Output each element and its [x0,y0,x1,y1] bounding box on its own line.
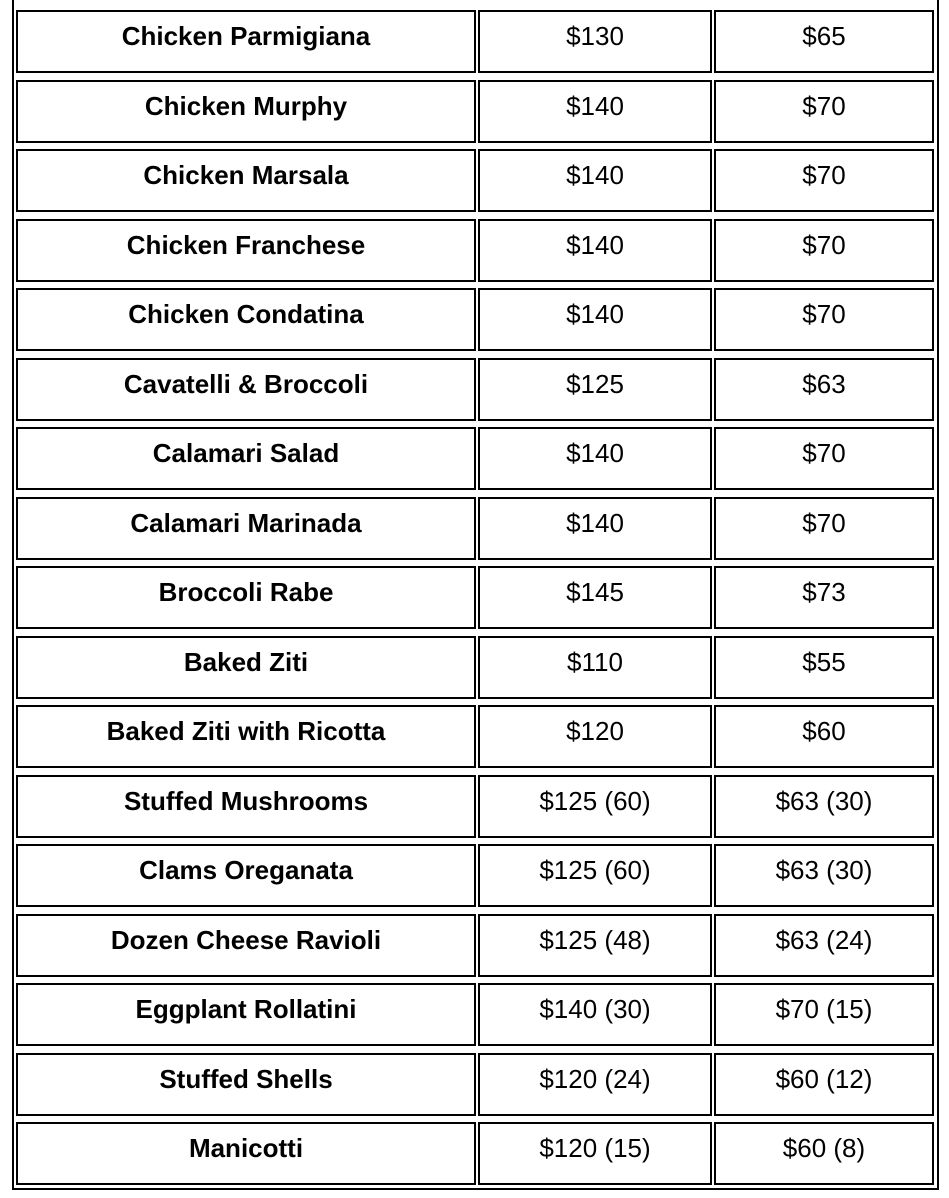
table-row [16,425,936,495]
item-name-cell: Dozen Cheese Ravioli [16,914,476,977]
item-name-cell: Calamari Salad [16,427,476,490]
table-row [16,147,936,217]
half-tray-price-cell: $70 [714,288,934,351]
table-row [16,842,936,912]
item-name-cell: Eggplant Rollatini [16,983,476,1046]
full-tray-price-cell: $120 [478,705,712,768]
half-tray-price-cell: $55 [714,636,934,699]
full-tray-price-cell: $125 (60) [478,844,712,907]
full-tray-price-cell: $125 (48) [478,914,712,977]
table-row [16,773,936,843]
full-tray-price-cell: $120 (15) [478,1122,712,1185]
full-tray-price-cell: $140 [478,149,712,212]
full-tray-price-cell: $110 [478,636,712,699]
table-row [16,564,936,634]
half-tray-price-cell: $63 [714,358,934,421]
item-name-cell: Stuffed Mushrooms [16,775,476,838]
half-tray-price-cell: $60 (8) [714,1122,934,1185]
full-tray-price-cell: $125 (60) [478,775,712,838]
half-tray-price-cell: $70 [714,497,934,560]
table-row [16,1120,936,1190]
item-name-cell: Baked Ziti with Ricotta [16,705,476,768]
half-tray-price-cell: $73 [714,566,934,629]
item-name-cell: Chicken Condatina [16,288,476,351]
table-row [16,703,936,773]
full-tray-price-cell: $140 [478,219,712,282]
half-tray-price-cell: $70 (15) [714,983,934,1046]
half-tray-price-cell: $70 [714,149,934,212]
item-name-cell: Chicken Parmigiana [16,10,476,73]
full-tray-price-cell: $125 [478,358,712,421]
table-row [16,356,936,426]
half-tray-price-cell: $60 (12) [714,1053,934,1116]
full-tray-price-cell: $140 [478,288,712,351]
full-tray-price-cell: $140 [478,427,712,490]
table-row [16,912,936,982]
table-row [16,286,936,356]
table-row [16,981,936,1051]
half-tray-price-cell: $63 (30) [714,775,934,838]
item-name-cell: Calamari Marinada [16,497,476,560]
half-tray-price-cell: $63 (30) [714,844,934,907]
item-name-cell: Stuffed Shells [16,1053,476,1116]
item-name-cell: Cavatelli & Broccoli [16,358,476,421]
item-name-cell: Chicken Marsala [16,149,476,212]
item-name-cell: Chicken Franchese [16,219,476,282]
table-row [16,217,936,287]
full-tray-price-cell: $140 (30) [478,983,712,1046]
item-name-cell: Chicken Murphy [16,80,476,143]
table-row [16,1051,936,1121]
half-tray-price-cell: $65 [714,10,934,73]
full-tray-price-cell: $145 [478,566,712,629]
half-tray-price-cell: $63 (24) [714,914,934,977]
half-tray-price-cell: $70 [714,427,934,490]
item-name-cell: Clams Oreganata [16,844,476,907]
full-tray-price-cell: $140 [478,80,712,143]
full-tray-price-cell: $140 [478,497,712,560]
full-tray-price-cell: $120 (24) [478,1053,712,1116]
half-tray-price-cell: $70 [714,219,934,282]
full-tray-price-cell: $130 [478,10,712,73]
half-tray-price-cell: $60 [714,705,934,768]
table-row [16,78,936,148]
table-row [16,495,936,565]
item-name-cell: Baked Ziti [16,636,476,699]
half-tray-price-cell: $70 [714,80,934,143]
item-name-cell: Manicotti [16,1122,476,1185]
table-row [16,634,936,704]
item-name-cell: Broccoli Rabe [16,566,476,629]
table-row [16,8,936,78]
